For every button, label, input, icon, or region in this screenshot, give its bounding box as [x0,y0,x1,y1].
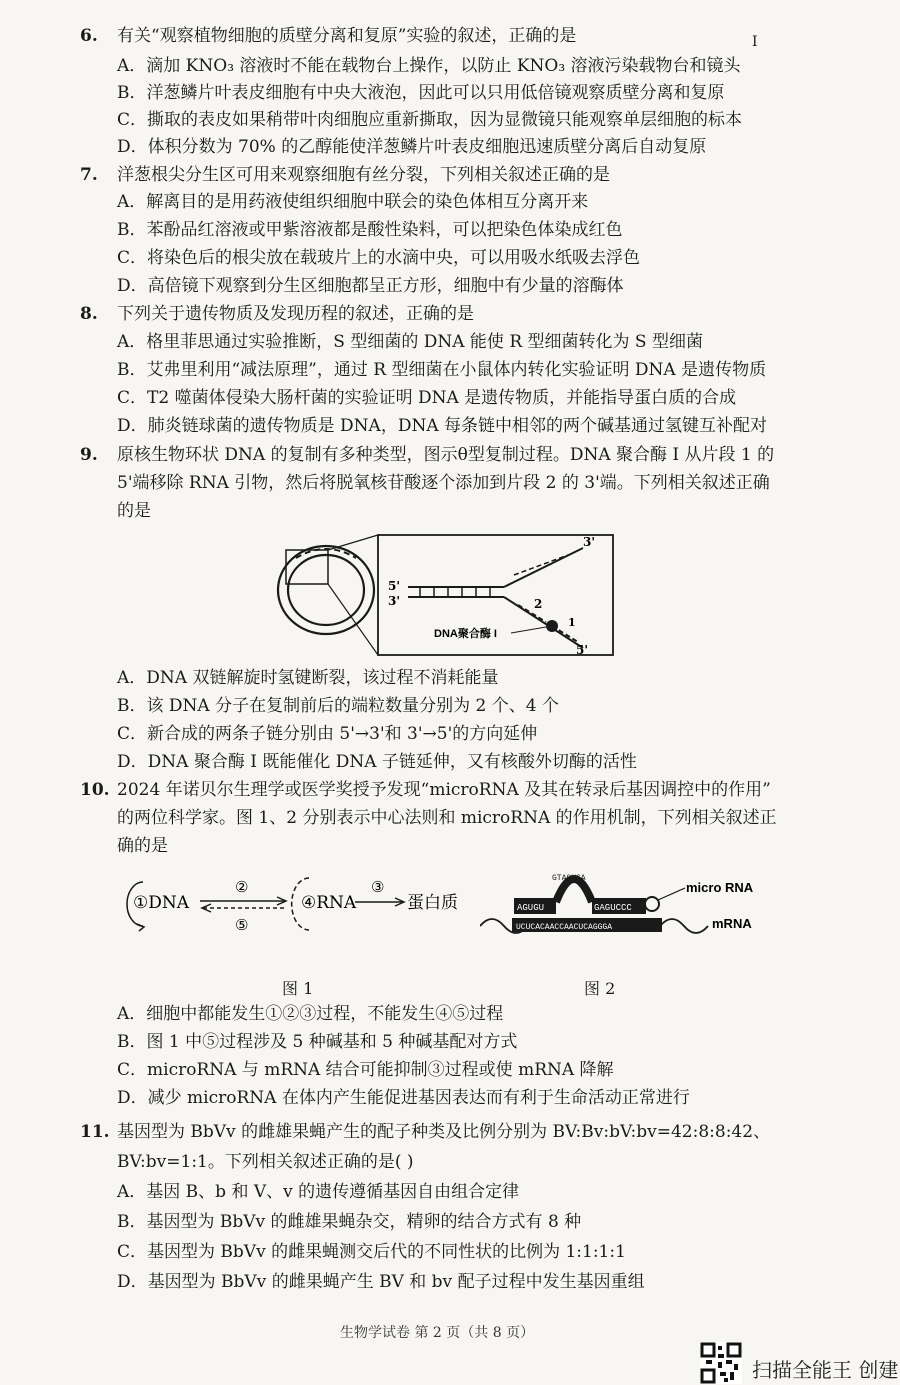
q7-option-b: B．苯酚品红溶液或甲紫溶液都是酸性染料，可以把染色体染成红色 [117,220,623,240]
dna-node: ①DNA [133,893,190,913]
q6-option-c: C．撕取的表皮如果稍带叶肉细胞应重新撕取，因为显微镜只能观察单层细胞的标本 [117,110,743,130]
q9-option-a: A．DNA 双链解旋时氢键断裂，该过程不消耗能量 [117,668,499,688]
protein-node: 蛋白质 [407,893,458,913]
mrna-bases: UCUCACAACCAACUCAGGGA [516,923,613,932]
q8-stem: 下列关于遗传物质及发现历程的叙述，正确的是 [117,304,474,324]
q8-option-c: C．T2 噬菌体侵染大肠杆菌的实验证明 DNA 是遗传物质，并能指导蛋白质的合成 [117,388,737,408]
step-5-label: ⑤ [235,916,249,934]
q9-option-c: C．新合成的两条子链分别由 5'→3'和 3'→5'的方向延伸 [117,724,538,744]
figure-2-caption: 图 2 [584,979,616,998]
q7-option-c: C．将染色后的根尖放在载玻片上的水滴中央，可以用吸水纸吸去浮色 [117,248,641,268]
q10-option-d: D．减少 microRNA 在体内产生能促进基因表达而有利于生命活动正常进行 [117,1088,690,1108]
dna-polymerase-dot [546,620,558,632]
q10-option-a: A．细胞中都能发生①②③过程，不能发生④⑤过程 [117,1004,504,1024]
mirna-loop-bases: GTACUCA [552,874,586,883]
q10-option-b: B．图 1 中⑤过程涉及 5 种碱基和 5 种碱基配对方式 [117,1032,518,1052]
dna-polymerase-label: DNA聚合酶 I [434,628,497,640]
q7-number: 7. [80,165,98,185]
q10-stem-line-1: 2024 年诺贝尔生理学或医学奖授予发现“microRNA 及其在转录后基因调控中的作用” [117,780,771,800]
q10-number: 10. [80,780,110,800]
circular-dna [278,546,374,634]
q11-number: 11. [80,1122,110,1142]
q9-stem-line-2: 5'端移除 RNA 引物，然后将脱氧核苷酸逐个添加到片段 2 的 3'端。下列相关叙述正确 [117,473,770,493]
q7-option-d: D．高倍镜下观察到分生区细胞都呈正方形，细胞中有少量的溶酶体 [117,276,624,296]
mirna-left-bases: AGUGU [517,903,545,913]
step-3-label: ③ [371,878,385,896]
corner-mark: I [752,34,758,50]
zoom-line-top [328,535,378,550]
q11-stem-line-1: 基因型为 BbVv 的雌雄果蝇产生的配子种类及比例分别为 BV:Bv:bV:bv=42:8:8:42、 [117,1122,771,1142]
mirna-pointer [658,888,685,900]
q9-option-b: B．该 DNA 分子在复制前后的端粒数量分别为 2 个、4 个 [117,696,559,716]
q11-option-b: B．基因型为 BbVv 的雌雄果蝇杂交，精卵的结合方式有 8 种 [117,1212,582,1232]
rna-node: ④RNA [301,893,357,913]
q11-option-d: D．基因型为 BbVv 的雌果蝇产生 BV 和 bv 配子过程中发生基因重组 [117,1272,645,1292]
theta-replication-figure [268,530,618,660]
mirna-right-bases: GAGUCCC [594,903,632,913]
q8-number: 8. [80,304,98,324]
enzyme-pointer [511,627,546,633]
right-3-label: 3' [583,535,596,549]
q6-stem: 有关“观察植物细胞的质壁分离和复原”实验的叙述，正确的是 [117,26,577,46]
q8-option-a: A．格里菲思通过实验推断，S 型细菌的 DNA 能使 R 型细菌转化为 S 型细菌 [117,332,703,352]
q9-option-d: D．DNA 聚合酶 I 既能催化 DNA 子链延伸，又有核酸外切酶的活性 [117,752,637,772]
q11-option-a: A．基因 B、b 和 V、v 的遗传遵循基因自由组合定律 [117,1182,520,1202]
fragment-2-label: 2 [534,597,543,611]
q9-number: 9. [80,445,98,465]
left-5-label: 5' [388,579,401,593]
mirna-end [645,897,659,911]
q8-option-b: B．艾弗里利用“减法原理”，通过 R 型细菌在小鼠体内转化实验证明 DNA 是遗传物质 [117,360,767,380]
q7-option-a: A．解离目的是用药液使组织细胞中联会的染色体相互分离开来 [117,192,589,212]
q6-option-d: D．体积分数为 70% 的乙醇能使洋葱鳞片叶表皮细胞迅速质壁分离后自动复原 [117,137,707,157]
mirna-label: micro RNA [686,880,754,895]
qr-code-icon [700,1342,742,1384]
zoom-line-bottom [328,584,378,655]
q6-number: 6. [80,26,98,46]
q8-option-d: D．肺炎链球菌的遗传物质是 DNA，DNA 每条链中相邻的两个碱基通过氢键互补配对 [117,416,767,436]
q11-stem-line-2: BV:bv=1:1。下列相关叙述正确的是( ) [117,1152,414,1172]
figure-1-caption: 图 1 [282,979,314,998]
step-2-label: ② [235,878,249,896]
mrna-label: mRNA [712,916,752,931]
page-footer: 生物学试卷 第 2 页（共 8 页） [340,1325,535,1341]
q9-stem-line-3: 的是 [117,501,151,521]
q10-stem-line-3: 确的是 [117,836,168,856]
central-dogma-figure [125,868,470,938]
microrna-mechanism-figure [480,856,780,946]
q10-stem-line-2: 的两位科学家。图 1、2 分别表示中心法则和 microRNA 的作用机制，下列相关叙述正 [117,808,777,828]
q7-stem: 洋葱根尖分生区可用来观察细胞有丝分裂，下列相关叙述正确的是 [117,165,610,185]
scanner-watermark: 扫描全能王 创建 [752,1358,899,1382]
right-5-label: 5' [576,643,589,657]
q6-option-b: B．洋葱鳞片叶表皮细胞有中央大液泡，因此可以只用低倍镜观察质壁分离和复原 [117,83,725,103]
q6-option-a: A．滴加 KNO₃ 溶液时不能在载物台上操作，以防止 KNO₃ 溶液污染载物台和镜头 [117,56,741,76]
q10-option-c: C．microRNA 与 mRNA 结合可能抑制③过程或使 mRNA 降解 [117,1060,614,1080]
left-3-label: 3' [388,594,401,608]
fragment-1-label: 1 [568,616,576,629]
q11-option-c: C．基因型为 BbVv 的雌果蝇测交后代的不同性状的比例为 1:1:1:1 [117,1242,626,1262]
q9-stem-line-1: 原核生物环状 DNA 的复制有多种类型，图示θ型复制过程。DNA 聚合酶 I 从片段 1 的 [117,445,775,465]
